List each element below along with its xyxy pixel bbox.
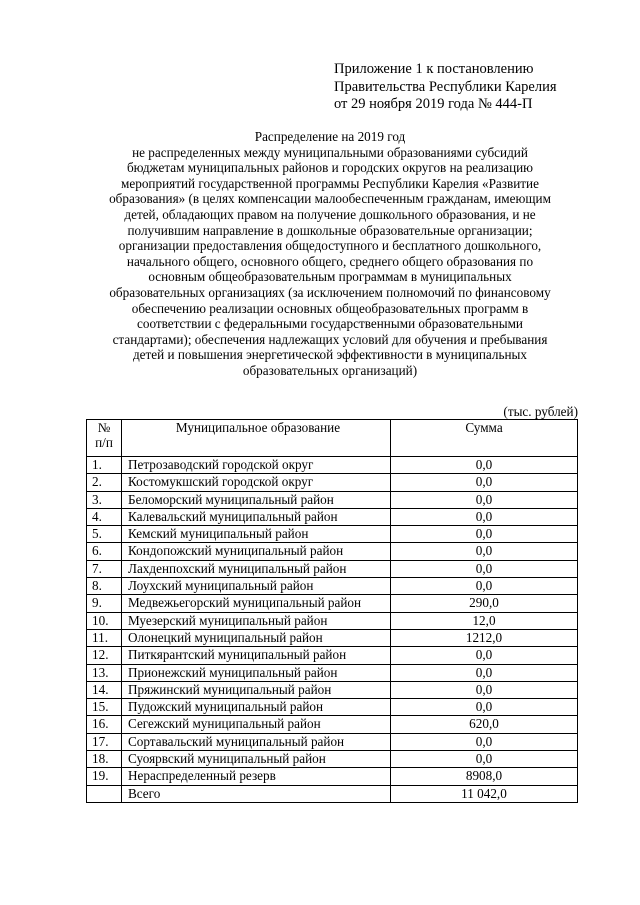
row-number: 7. [87,560,122,577]
row-number: 13. [87,664,122,681]
row-sum: 0,0 [391,457,578,474]
row-municipality: Сортавальский муниципальный район [122,733,391,750]
row-municipality: Питкярантский муниципальный район [122,647,391,664]
table-row [87,768,578,785]
row-number: 3. [87,491,122,508]
title-line: не распределенных между муниципальными образованиями субсидий [132,144,528,160]
total-name: Всего [122,785,391,802]
table-row [87,751,578,768]
table-row [87,526,578,543]
document-title [80,129,580,379]
row-sum: 0,0 [391,474,578,491]
title-line: соответствии с федеральными государственными образовательными [137,316,523,332]
title-line: образовательных организаций) [242,362,418,378]
title-line: основным общеобразовательным программам в муниципальных [148,269,512,285]
distribution-table [86,419,578,803]
row-sum: 12,0 [391,612,578,629]
row-municipality: Сегежский муниципальный район [122,716,391,733]
title-line: обеспечению реализации основных общеобразовательных программ в [131,300,529,316]
row-municipality: Прионежский муниципальный район [122,664,391,681]
units-label: (тыс. рублей) [503,404,578,419]
row-number: 18. [87,751,122,768]
table-row [87,474,578,491]
row-sum: 0,0 [391,578,578,595]
appendix-line-2: Правительства Республики Карелия [334,78,557,95]
title-line: получившим направление в дошкольные образовательные организации; [127,222,533,238]
row-number: 10. [87,612,122,629]
table-row [87,664,578,681]
row-sum: 0,0 [391,526,578,543]
row-sum: 8908,0 [391,768,578,785]
row-municipality: Лахденпохский муниципальный район [122,560,391,577]
header-num [87,420,122,457]
table-row [87,457,578,474]
row-sum: 290,0 [391,595,578,612]
row-sum: 0,0 [391,491,578,508]
row-number: 15. [87,699,122,716]
table-row [87,612,578,629]
table-row [87,733,578,750]
row-sum: 0,0 [391,664,578,681]
title-line: детей и повышения энергетической эффективности в муниципальных [132,347,528,363]
title-line: образования» (в целях компенсации малообеспеченным гражданам, имеющим [109,191,551,207]
row-municipality: Пудожский муниципальный район [122,699,391,716]
row-municipality: Пряжинский муниципальный район [122,681,391,698]
row-sum: 0,0 [391,681,578,698]
row-sum: 0,0 [391,508,578,525]
table-header-row [87,420,578,457]
table-row [87,508,578,525]
row-sum: 0,0 [391,560,578,577]
table-row [87,629,578,646]
row-number: 9. [87,595,122,612]
row-sum: 0,0 [391,543,578,560]
row-number: 11. [87,629,122,646]
appendix-header [334,61,634,114]
total-sum: 11 042,0 [391,785,578,802]
row-municipality: Петрозаводский городской округ [122,457,391,474]
row-municipality: Костомукшский городской округ [122,474,391,491]
total-num [87,785,122,802]
row-municipality: Лоухский муниципальный район [122,578,391,595]
header-num-line-2: п/п [95,435,113,450]
row-number: 12. [87,647,122,664]
table-row [87,699,578,716]
row-number: 17. [87,733,122,750]
title-line: стандартами); обеспечения надлежащих условий для обучения и пребывания [112,331,548,347]
row-number: 8. [87,578,122,595]
title-line: образовательных организациях (за исключением полномочий по финансовому [109,284,551,300]
table-row [87,681,578,698]
table-row [87,543,578,560]
row-municipality: Беломорский муниципальный район [122,491,391,508]
row-number: 14. [87,681,122,698]
title-line: начального общего, основного общего, среднего общего образования по [126,253,534,269]
row-number: 19. [87,768,122,785]
row-number: 5. [87,526,122,543]
row-sum: 1212,0 [391,629,578,646]
row-number: 6. [87,543,122,560]
row-municipality: Калевальский муниципальный район [122,508,391,525]
title-line: организации предоставления общедоступного и бесплатного дошкольного, [118,238,542,254]
row-sum: 0,0 [391,751,578,768]
row-municipality: Муезерский муниципальный район [122,612,391,629]
row-municipality: Кондопожский муниципальный район [122,543,391,560]
table-row [87,560,578,577]
row-sum: 0,0 [391,733,578,750]
row-municipality: Олонецкий муниципальный район [122,629,391,646]
row-number: 16. [87,716,122,733]
row-number: 1. [87,457,122,474]
table-row [87,578,578,595]
header-sum: Сумма [391,420,578,457]
appendix-line-1: Приложение 1 к постановлению [334,61,534,77]
row-number: 2. [87,474,122,491]
appendix-line-3: от 29 ноября 2019 года № 444-П [334,96,533,112]
table-row [87,595,578,612]
row-municipality: Кемский муниципальный район [122,526,391,543]
row-sum: 0,0 [391,699,578,716]
row-municipality: Нераспределенный резерв [122,768,391,785]
row-municipality: Медвежьегорский муниципальный район [122,595,391,612]
header-num-line-1: № [97,420,111,435]
title-line: детей, обладающих правом на получение дошкольного образования, и не [124,206,536,222]
header-name: Муниципальное образование [122,420,391,457]
table-row [87,716,578,733]
title-line: бюджетам муниципальных районов и городских округов на реализацию [126,160,534,176]
row-sum: 0,0 [391,647,578,664]
table-row [87,647,578,664]
row-sum: 620,0 [391,716,578,733]
row-municipality: Суоярвский муниципальный район [122,751,391,768]
table-row [87,491,578,508]
row-number: 4. [87,508,122,525]
title-line: Распределение на 2019 год [254,129,406,144]
table-total-row [87,785,578,802]
title-line: мероприятий государственной программы Республики Карелия «Развитие [121,175,539,191]
